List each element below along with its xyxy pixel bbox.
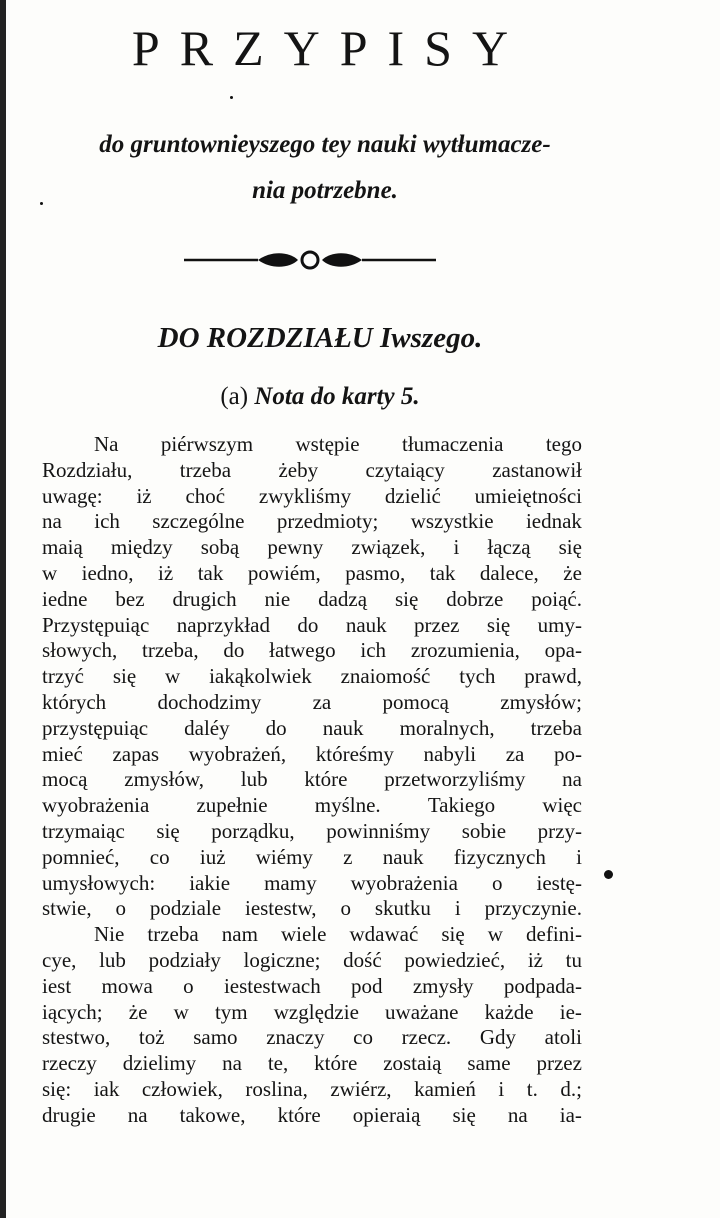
word: myślne. <box>314 793 381 818</box>
word: między <box>110 535 173 560</box>
word: roslina, <box>245 1076 308 1101</box>
word: i <box>576 844 582 869</box>
text-line <box>42 793 582 819</box>
word: o <box>491 870 503 895</box>
word: o <box>115 896 126 921</box>
word: człowiek, <box>141 1076 223 1101</box>
word: trzeba <box>147 922 199 947</box>
word: po- <box>553 741 582 766</box>
word: przetworzyliśmy <box>384 767 526 792</box>
word: pomocą <box>382 689 449 714</box>
word: zastanowił <box>492 457 582 482</box>
text-line <box>42 638 582 664</box>
word: że <box>128 999 148 1024</box>
word: które <box>304 767 348 792</box>
word: wyobrażenia <box>42 793 150 818</box>
text-line <box>42 948 582 974</box>
word: skutku <box>374 896 431 921</box>
word: kamień <box>414 1076 476 1101</box>
word: z <box>343 844 353 869</box>
word: choć <box>185 483 226 508</box>
word: o <box>340 896 351 921</box>
word: Gdy <box>479 1025 516 1050</box>
word: znaczy <box>266 1025 325 1050</box>
text-line <box>42 742 582 768</box>
word: trzyć <box>42 664 84 689</box>
word: takowe, <box>179 1102 246 1127</box>
word: stestwo, <box>42 1025 111 1050</box>
word: które <box>314 1051 358 1076</box>
word: podziale <box>149 896 222 921</box>
word: Przystępuiąc <box>42 612 150 637</box>
word: lub <box>99 947 126 972</box>
word: przedmioty; <box>276 509 379 534</box>
subtitle-line-1: do gruntownieyszego tey nauki wytłumacze- <box>99 131 551 158</box>
word: iż <box>527 947 543 972</box>
paragraph-1 <box>42 432 582 922</box>
text-line <box>42 1025 582 1051</box>
word: przy- <box>537 818 582 843</box>
word: atoli <box>544 1025 582 1050</box>
word: o <box>183 973 194 998</box>
word: iedno, <box>81 560 134 585</box>
word: iących; <box>42 999 103 1024</box>
word: ie- <box>559 999 582 1024</box>
word: pewny <box>267 535 324 560</box>
word: każde <box>484 999 534 1024</box>
word: zwiérz, <box>330 1076 392 1101</box>
word: lub <box>240 767 268 792</box>
word: żeby <box>278 457 319 482</box>
word: związek, <box>351 535 426 560</box>
word: uważane <box>385 999 459 1024</box>
word: się <box>558 535 582 560</box>
word: nie <box>264 586 291 611</box>
word: te, <box>267 1051 289 1076</box>
word: pod <box>351 973 383 998</box>
word: iestestw, <box>244 896 317 921</box>
word: i <box>498 1076 505 1101</box>
text-line <box>42 819 582 845</box>
word: się <box>452 1102 476 1127</box>
text-line <box>42 716 582 742</box>
word: trzeba, <box>142 638 199 663</box>
word: wiémy <box>255 844 313 869</box>
word: ich <box>94 509 120 534</box>
word: dzielić <box>384 483 441 508</box>
word: zmysły <box>412 973 474 998</box>
text-line <box>42 1077 582 1103</box>
word: zrozumienia, <box>410 638 520 663</box>
word: na <box>507 1102 528 1127</box>
word: na <box>562 767 582 792</box>
word: przystępuiąc <box>42 715 149 740</box>
word: rzecz. <box>401 1025 452 1050</box>
word: do <box>297 612 319 637</box>
text-line <box>42 871 582 897</box>
word: nabyli <box>423 741 477 766</box>
word: tych <box>459 664 496 689</box>
word: do <box>265 715 287 740</box>
text-line <box>42 432 582 458</box>
body-text <box>42 432 582 1129</box>
word: Rozdziału, <box>42 457 133 482</box>
text-line <box>42 587 582 613</box>
word: tak <box>197 560 224 585</box>
word: dość <box>343 947 382 972</box>
word: fizycznych <box>453 844 546 869</box>
text-line <box>42 1103 582 1129</box>
word: zmysłów, <box>124 767 204 792</box>
word: zapas <box>112 741 160 766</box>
word: więc <box>542 793 582 818</box>
word: na <box>127 1102 148 1127</box>
text-line <box>42 896 582 922</box>
word: iednak <box>525 509 582 534</box>
word: wszystkie <box>410 509 494 534</box>
word: rzeczy <box>42 1051 97 1076</box>
word: przez <box>414 612 460 637</box>
word: mowa <box>101 973 153 998</box>
word: szczególne <box>152 509 245 534</box>
word: ich <box>360 638 387 663</box>
word: iestę- <box>536 870 582 895</box>
word: iak <box>93 1076 120 1101</box>
word: mieć <box>42 741 83 766</box>
word: się <box>112 664 137 689</box>
word: iest <box>42 973 72 998</box>
word: podpada- <box>503 973 582 998</box>
word: ia- <box>559 1102 582 1127</box>
word: łatwego <box>269 638 336 663</box>
word: tu <box>565 947 582 972</box>
word: drugich <box>172 586 237 611</box>
word: nauk <box>382 844 424 869</box>
chapter-heading: DO ROZDZIAŁU Iwszego. <box>157 322 483 354</box>
ink-speck <box>604 870 613 879</box>
word: umieiętności <box>474 483 582 508</box>
word: maią <box>42 535 83 560</box>
text-line <box>42 974 582 1000</box>
note-label: Nota do karty 5. <box>254 383 420 410</box>
word: i <box>453 535 460 560</box>
word: na <box>42 509 62 534</box>
word: toż <box>138 1025 165 1050</box>
word: za <box>312 689 332 714</box>
word: drugie <box>42 1102 96 1127</box>
word: za <box>505 741 525 766</box>
word: tego <box>545 432 582 456</box>
word: tłumaczenia <box>401 432 504 456</box>
word: mocą <box>42 767 88 792</box>
word: bez <box>115 586 145 611</box>
word: wyobrażenia <box>350 870 458 895</box>
word: trzeba <box>179 457 232 482</box>
text-line <box>42 509 582 535</box>
word: iedne <box>42 586 88 611</box>
word: trzymaiąc <box>42 818 125 843</box>
text-line <box>42 845 582 871</box>
word: prawd, <box>524 664 582 689</box>
word: nauk <box>322 715 364 740</box>
text-line <box>42 664 582 690</box>
word: umysłowych: <box>42 870 156 895</box>
word: iuż <box>199 844 226 869</box>
word: nauk <box>345 612 387 637</box>
word: iż <box>136 483 152 508</box>
word: iestestwach <box>223 973 321 998</box>
binding-edge <box>0 0 6 1218</box>
word: wstępie <box>295 432 360 456</box>
word: iż <box>158 560 174 585</box>
word: powiedzieć, <box>404 947 506 972</box>
word: mamy <box>264 870 317 895</box>
text-line <box>42 561 582 587</box>
word: które <box>277 1102 321 1127</box>
word: zupełnie <box>196 793 268 818</box>
text-line <box>42 484 582 510</box>
word: podziały <box>148 947 221 972</box>
word: powiém, <box>247 560 321 585</box>
word: się: <box>42 1076 72 1101</box>
word: w <box>42 560 58 585</box>
word: porządku, <box>211 818 295 843</box>
word: przez <box>536 1051 582 1076</box>
word: że <box>563 560 582 585</box>
word: Nie <box>94 922 125 947</box>
word: się <box>156 818 180 843</box>
text-line <box>42 458 582 484</box>
word: naprzykład <box>176 612 270 637</box>
word: umy- <box>537 612 582 637</box>
word: przyczynie. <box>484 896 582 921</box>
word: słowych, <box>42 638 118 663</box>
word: opieraią <box>352 1102 421 1127</box>
word: względzie <box>273 999 359 1024</box>
note-heading <box>20 378 620 416</box>
word: moralnych, <box>399 715 495 740</box>
word: t. <box>526 1076 538 1101</box>
word: czytaiący <box>365 457 445 482</box>
text-line <box>42 613 582 639</box>
subtitle-line-2: nia potrzebne. <box>252 177 398 204</box>
word: w <box>173 999 189 1024</box>
ink-speck <box>40 202 43 205</box>
text-line <box>42 922 582 948</box>
word: iakie <box>189 870 231 895</box>
word: zmysłów; <box>500 689 582 714</box>
word: zostaią <box>383 1051 442 1076</box>
word: d.; <box>560 1076 582 1101</box>
text-line <box>42 690 582 716</box>
word: logiczne; <box>243 947 321 972</box>
text-line <box>42 1051 582 1077</box>
word: dzielimy <box>122 1051 197 1076</box>
word: dadzą <box>318 586 368 611</box>
word: trzeba <box>530 715 582 740</box>
word: stwie, <box>42 896 92 921</box>
word: któreśmy <box>315 741 394 766</box>
word: łączą <box>487 535 531 560</box>
ornament-divider <box>180 248 440 272</box>
word: się <box>441 922 465 947</box>
word: nam <box>221 922 258 947</box>
word: poiąć. <box>531 586 582 611</box>
word: Na <box>94 432 119 456</box>
word: wiele <box>280 922 327 947</box>
word: same <box>467 1051 511 1076</box>
paragraph-2 <box>42 922 582 1128</box>
word: których <box>42 689 107 714</box>
word: piérwszym <box>160 432 254 456</box>
note-prefix: (a) <box>220 383 249 410</box>
ink-speck <box>230 96 233 99</box>
word: dochodzimy <box>157 689 262 714</box>
word: pomnieć, <box>42 844 120 869</box>
word: się <box>486 612 511 637</box>
word: samo <box>193 1025 238 1050</box>
word: sobie <box>461 818 507 843</box>
word: w <box>487 922 503 947</box>
word: co <box>149 844 170 869</box>
word: znaiomość <box>340 664 431 689</box>
word: w <box>165 664 181 689</box>
word: i <box>454 896 461 921</box>
page-subtitle <box>30 122 620 214</box>
word: powinniśmy <box>326 818 431 843</box>
word: się <box>394 586 419 611</box>
page-title: PRZYPISY <box>131 20 529 76</box>
word: zwykliśmy <box>258 483 352 508</box>
word: wdawać <box>349 922 419 947</box>
word: sobą <box>200 535 240 560</box>
text-line <box>42 535 582 561</box>
word: na <box>222 1051 242 1076</box>
word: co <box>353 1025 373 1050</box>
word: Takiego <box>427 793 496 818</box>
text-line <box>42 767 582 793</box>
word: dalece, <box>479 560 539 585</box>
word: wyobrażeń, <box>188 741 287 766</box>
word: uwagę: <box>42 483 103 508</box>
word: cye, <box>42 947 77 972</box>
word: defini- <box>526 922 582 947</box>
word: tym <box>214 999 248 1024</box>
text-line <box>42 1000 582 1026</box>
word: daléy <box>184 715 230 740</box>
word: tak <box>429 560 456 585</box>
word: iakąkolwiek <box>209 664 312 689</box>
word: dobrze <box>446 586 504 611</box>
word: pasmo, <box>345 560 406 585</box>
word: opa- <box>544 638 582 663</box>
word: do <box>223 638 245 663</box>
